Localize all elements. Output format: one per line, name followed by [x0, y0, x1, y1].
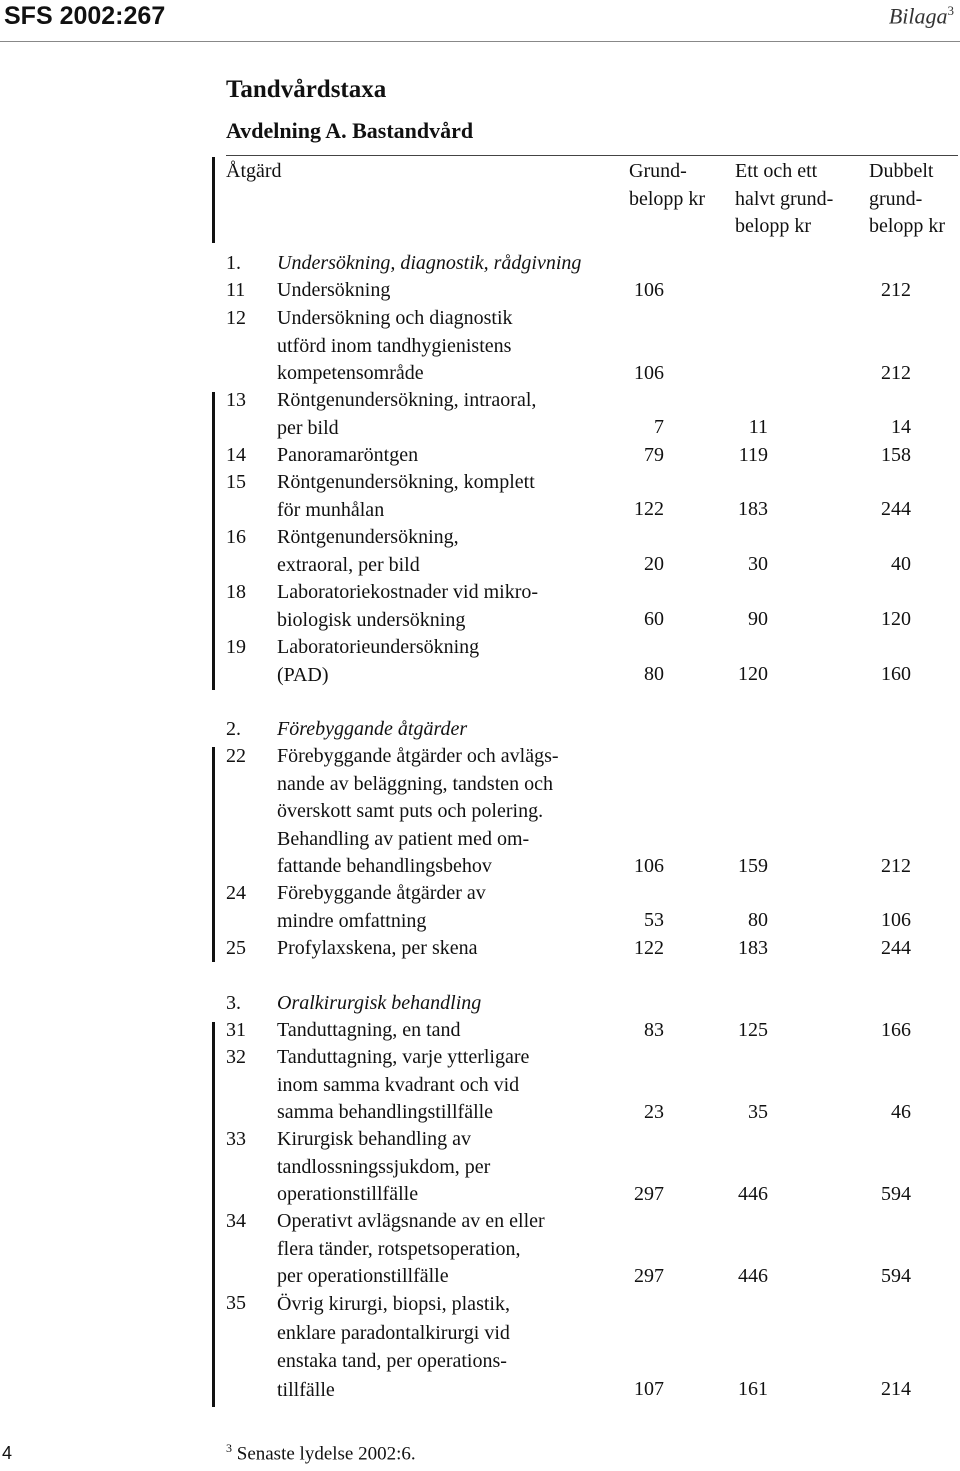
section-number: 1.: [226, 252, 241, 274]
halvt-grundbelopp-value: 35: [748, 1101, 768, 1123]
halvt-grundbelopp-value: 159: [738, 855, 768, 877]
item-code: 16: [226, 526, 246, 548]
item-description: [277, 442, 418, 470]
item-code: 34: [226, 1210, 246, 1232]
halvt-grundbelopp-value: 446: [738, 1265, 768, 1287]
item-description-line: Undersökning: [277, 279, 391, 301]
grundbelopp-value: 297: [634, 1183, 664, 1205]
section-title: Oralkirurgisk behandling: [277, 992, 482, 1014]
item-description-line: Panoramaröntgen: [277, 444, 419, 466]
footnote: [226, 1441, 416, 1465]
item-description-line: Förebyggande åtgärder av: [277, 882, 486, 904]
item-description-line: enklare paradontalkirurgi vid: [277, 1321, 510, 1344]
item-description-line: Röntgenundersökning, komplett: [277, 471, 535, 493]
section-number: 2.: [226, 718, 241, 740]
halvt-grundbelopp-value: 446: [738, 1183, 768, 1205]
page-subtitle: Avdelning A. Bastandvård: [226, 118, 474, 143]
grundbelopp-value: 53: [644, 909, 664, 931]
item-description-line: Tanduttagning, en tand: [277, 1019, 461, 1041]
item-description: [277, 387, 536, 442]
grundbelopp-value: 83: [644, 1019, 664, 1041]
column-header-dubbelt-line: belopp kr: [869, 215, 946, 237]
change-bar: [212, 157, 215, 243]
change-bar: [212, 747, 215, 962]
column-header-halvt-line: belopp kr: [735, 215, 812, 237]
item-description-line: flera tänder, rotspetsoperation,: [277, 1237, 521, 1260]
grundbelopp-value: 106: [634, 855, 664, 877]
item-code: 24: [226, 882, 246, 904]
dubbelt-grundbelopp-value: 212: [881, 279, 911, 301]
dubbelt-grundbelopp-value: 594: [881, 1265, 911, 1287]
halvt-grundbelopp-value: 80: [748, 909, 768, 931]
grundbelopp-value: 106: [634, 279, 664, 301]
item-code: 33: [226, 1128, 246, 1150]
dubbelt-grundbelopp-value: 120: [881, 608, 911, 630]
dubbelt-grundbelopp-value: 14: [891, 416, 911, 438]
page-title: Tandvårdstaxa: [226, 76, 387, 103]
item-description: [277, 1208, 545, 1291]
halvt-grundbelopp-value: 183: [738, 498, 768, 520]
dubbelt-grundbelopp-value: 244: [881, 937, 911, 959]
item-description-line: Tanduttagning, varje ytterligare: [277, 1046, 530, 1068]
grundbelopp-value: 297: [634, 1265, 664, 1287]
section-title: Förebyggande åtgärder: [277, 718, 468, 740]
column-header-grund-line: Grund-: [629, 160, 687, 182]
halvt-grundbelopp-value: 119: [738, 444, 768, 466]
item-description-line: Övrig kirurgi, biopsi, plastik,: [277, 1293, 510, 1315]
item-description: [277, 579, 538, 634]
item-description-line: överskott samt puts och polering.: [277, 800, 544, 822]
sfs-number: SFS 2002:267: [4, 2, 166, 30]
item-description-line: Kirurgisk behandling av: [277, 1128, 472, 1150]
item-code: 13: [226, 389, 246, 411]
grundbelopp-value: 80: [644, 663, 664, 685]
item-description-line: samma behandlingstillfälle: [277, 1101, 494, 1123]
item-description-line: per operationstillfälle: [277, 1265, 449, 1287]
grundbelopp-value: 122: [634, 937, 664, 959]
change-bar: [212, 392, 215, 690]
column-header-atgard: Åtgärd: [226, 160, 282, 182]
item-description-line: Röntgenundersökning,: [277, 526, 459, 548]
column-header-grund-line: belopp kr: [629, 187, 706, 210]
item-description-line: operationstillfälle: [277, 1183, 419, 1205]
item-description-line: extraoral, per bild: [277, 553, 420, 576]
item-description-line: Profylaxskena, per skena: [277, 937, 478, 959]
column-header-halvt-line: Ett och ett: [735, 160, 818, 182]
dubbelt-grundbelopp-value: 212: [881, 362, 911, 384]
item-code: 35: [226, 1292, 246, 1314]
item-description-line: Laboratoriekostnader vid mikro-: [277, 581, 539, 603]
item-description-line: mindre omfattning: [277, 909, 427, 932]
appendix-footnote-mark: 3: [947, 3, 954, 18]
item-description: [277, 743, 559, 881]
item-code: 11: [226, 279, 246, 301]
item-description: [277, 1017, 461, 1045]
dubbelt-grundbelopp-value: 46: [891, 1101, 911, 1123]
item-code: 31: [226, 1019, 246, 1041]
table-header-rule: [226, 155, 958, 156]
grundbelopp-value: 106: [634, 362, 664, 384]
item-description: [277, 469, 535, 524]
item-description-line: Operativt avlägsnande av en eller: [277, 1210, 545, 1232]
item-description: [277, 1126, 490, 1209]
item-description-line: Undersökning och diagnostik: [277, 307, 513, 329]
column-header-halvt-line: halvt grund-: [735, 187, 834, 210]
item-description-line: Behandling av patient med om-: [277, 827, 530, 850]
item-code: 14: [226, 444, 246, 466]
item-description: [277, 1044, 529, 1127]
column-header-grund: [629, 158, 705, 213]
page-number: 4: [2, 1443, 13, 1463]
item-description: [277, 935, 478, 963]
item-description-line: för munhålan: [277, 498, 385, 521]
item-description-line: fattande behandlingsbehov: [277, 855, 492, 877]
column-header-dubbelt: [869, 158, 945, 241]
item-description-line: tandlossningssjukdom, per: [277, 1155, 491, 1178]
item-description-line: tillfälle: [277, 1379, 335, 1402]
item-description-line: nande av beläggning, tandsten och: [277, 772, 554, 795]
dubbelt-grundbelopp-value: 244: [881, 498, 911, 520]
header-rule: [0, 41, 960, 42]
column-header-dubbelt-line: grund-: [869, 187, 923, 210]
grundbelopp-value: 23: [644, 1101, 664, 1123]
grundbelopp-value: 60: [644, 608, 664, 630]
section-title: Undersökning, diagnostik, rådgivning: [277, 252, 582, 274]
halvt-grundbelopp-value: 183: [738, 937, 768, 959]
grundbelopp-value: 79: [644, 444, 664, 466]
dubbelt-grundbelopp-value: 158: [881, 444, 911, 466]
dubbelt-grundbelopp-value: 160: [881, 663, 911, 685]
halvt-grundbelopp-value: 161: [738, 1378, 768, 1400]
halvt-grundbelopp-value: 90: [748, 608, 768, 630]
dubbelt-grundbelopp-value: 212: [881, 855, 911, 877]
appendix-label: [889, 3, 954, 29]
dubbelt-grundbelopp-value: 40: [891, 553, 911, 575]
item-code: 32: [226, 1046, 246, 1068]
item-description-line: Förebyggande åtgärder och avlägs-: [277, 745, 559, 767]
item-code: 25: [226, 937, 246, 959]
grundbelopp-value: 122: [634, 498, 664, 520]
item-description: [277, 880, 486, 935]
item-description-line: utförd inom tandhygienistens: [277, 334, 512, 357]
dubbelt-grundbelopp-value: 166: [881, 1019, 911, 1041]
item-code: 15: [226, 471, 246, 493]
item-description-line: Röntgenundersökning, intraoral,: [277, 389, 537, 411]
item-description: [277, 305, 513, 388]
column-header-halvt: [735, 158, 833, 241]
halvt-grundbelopp-value: 120: [738, 663, 768, 685]
item-code: 22: [226, 745, 246, 767]
footnote-text: Senaste lydelse 2002:6.: [236, 1443, 416, 1465]
change-bar: [212, 1022, 215, 1407]
halvt-grundbelopp-value: 11: [748, 416, 768, 438]
dubbelt-grundbelopp-value: 214: [881, 1378, 911, 1400]
item-description: [277, 1290, 510, 1405]
dubbelt-grundbelopp-value: 106: [881, 909, 911, 931]
column-header-dubbelt-line: Dubbelt: [869, 160, 934, 182]
grundbelopp-value: 7: [654, 416, 664, 438]
halvt-grundbelopp-value: 125: [738, 1019, 768, 1041]
item-description: [277, 277, 390, 305]
item-description-line: biologisk undersökning: [277, 608, 466, 631]
item-description-line: (PAD): [277, 663, 329, 686]
halvt-grundbelopp-value: 30: [748, 553, 768, 575]
dubbelt-grundbelopp-value: 594: [881, 1183, 911, 1205]
item-description-line: Laboratorieundersökning: [277, 636, 480, 658]
item-code: 19: [226, 636, 246, 658]
item-code: 12: [226, 307, 246, 329]
item-description-line: inom samma kvadrant och vid: [277, 1073, 520, 1096]
item-description: [277, 634, 479, 689]
item-code: 18: [226, 581, 246, 603]
item-description-line: enstaka tand, per operations-: [277, 1350, 507, 1373]
item-description: [277, 524, 459, 579]
grundbelopp-value: 107: [634, 1378, 664, 1400]
appendix-label-text: Bilaga: [888, 3, 948, 29]
footnote-mark: 3: [226, 1441, 232, 1455]
grundbelopp-value: 20: [644, 553, 664, 575]
item-description-line: per bild: [277, 416, 339, 439]
section-number: 3.: [226, 992, 241, 1014]
item-description-line: kompetensområde: [277, 362, 424, 384]
